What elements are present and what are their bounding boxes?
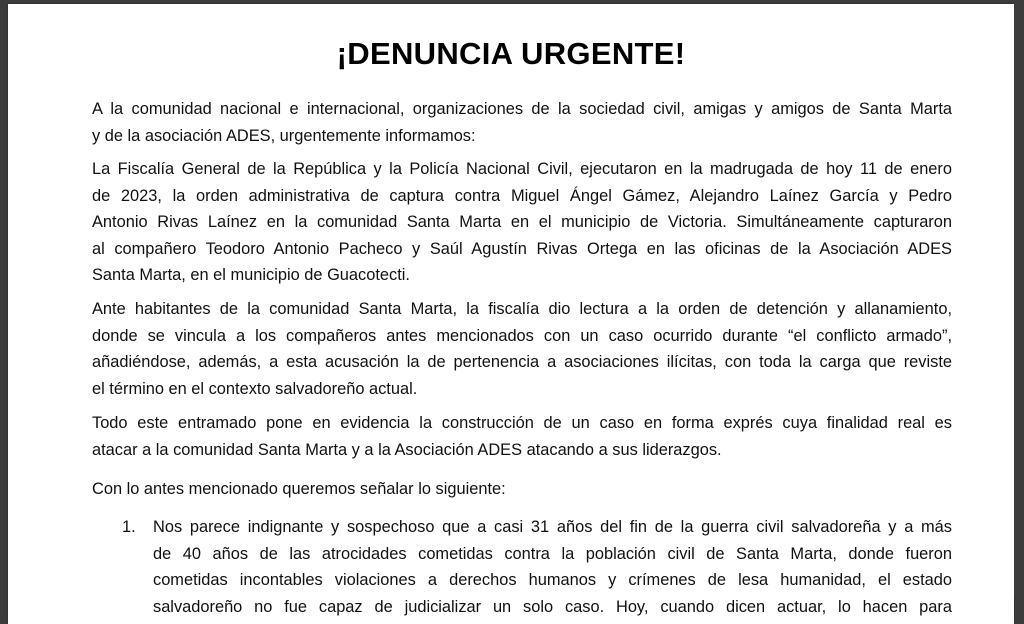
text-line: Todo este entramado pone en evidencia la construcción de un caso en forma exprés cuya finalidad real es	[92, 414, 952, 432]
page-title: ¡DENUNCIA URGENTE!	[336, 36, 686, 71]
text-line: Ante habitantes de la comunidad Santa Marta, la fiscalía dio lectura a la orden de detención y allanamiento,	[92, 300, 952, 318]
text-line: Con lo antes mencionado queremos señalar lo siguiente:	[92, 480, 506, 498]
text-line: Santa Marta, en el municipio de Guacotecti.	[92, 266, 410, 284]
paragraph-intro	[92, 96, 952, 149]
text-line: La Fiscalía General de la República y la Policía Nacional Civil, ejecutaron en la madrugada de hoy 11 de enero	[92, 160, 952, 178]
text-line: A la comunidad nacional e internacional, organizaciones de la sociedad civil, amigas y amigos de Santa Marta	[92, 100, 952, 118]
paragraph-list-intro	[92, 476, 952, 503]
text-line: el término en el contexto salvadoreño actual.	[92, 379, 418, 398]
text-line: de 2023, la orden administrativa de captura contra Miguel Ángel Gámez, Alejandro Laínez García y Pedro	[92, 186, 952, 205]
text-line: de 40 años de las atrocidades cometidas contra la población civil de Santa Marta, donde fueron	[153, 544, 952, 563]
text-line: cometidas incontables violaciones a derechos humanos y crímenes de lesa humanidad, el estado	[153, 571, 952, 589]
text-line: salvadoreño no fue capaz de judicializar un solo caso. Hoy, cuando dicen actuar, lo hacen para	[153, 597, 952, 616]
text-line: añadiéndose, además, a esta acusación la de pertenencia a asociaciones ilícitas, con toda la carga que reviste	[92, 353, 952, 371]
list-item-number: 1.	[122, 518, 136, 536]
text-line: donde se vincula a los compañeros antes mencionados con un caso ocurrido durante “el conflicto armado”,	[92, 326, 952, 345]
text-line: Antonio Rivas Laínez en la comunidad Santa Marta en el municipio de Victoria. Simultáneamente capturaron	[92, 213, 952, 231]
viewer-scroll-edge[interactable]	[1014, 0, 1024, 598]
text-line: al compañero Teodoro Antonio Pacheco y Saúl Agustín Rivas Ortega en las oficinas de la Asociación ADES	[92, 239, 952, 258]
list-item	[153, 514, 952, 620]
text-line: y de la asociación ADES, urgentemente informamos:	[92, 126, 476, 145]
document-page	[8, 4, 1014, 624]
paragraph-arrests	[92, 156, 952, 289]
paragraph-evidence	[92, 410, 952, 463]
paragraph-accusation	[92, 296, 952, 402]
text-line: Nos parece indignante y sospechoso que a casi 31 años del fin de la guerra civil salvadoreña y a más	[153, 518, 952, 536]
text-line: atacar a la comunidad Santa Marta y a la Asociación ADES atacando a sus liderazgos.	[92, 440, 722, 459]
